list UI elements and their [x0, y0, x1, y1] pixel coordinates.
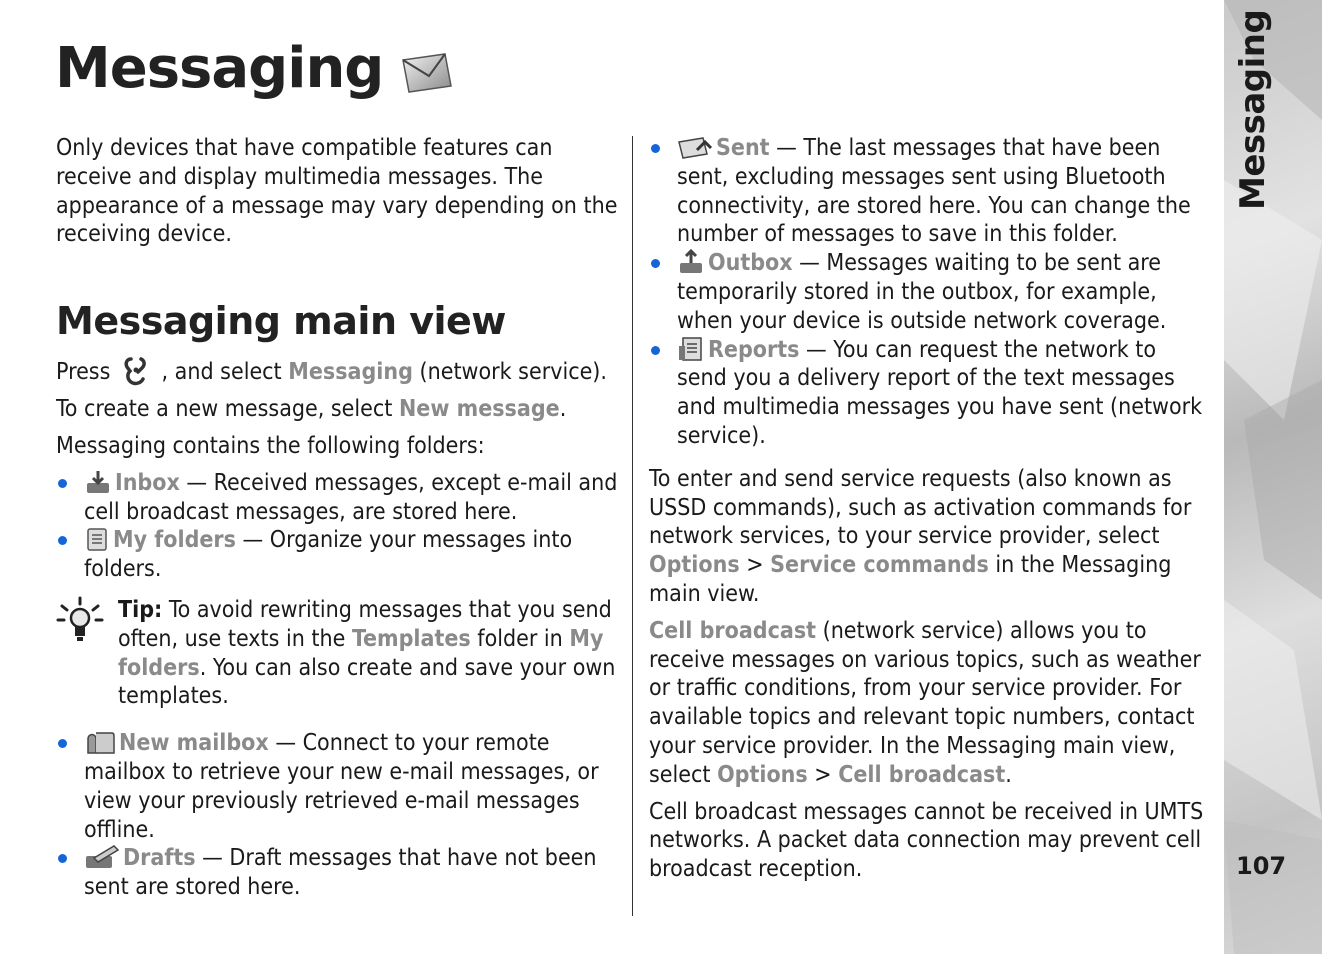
list-item: Reports — You can request the network to send you a delivery report of the text messages and multimedia messages you have sent (network service). — [649, 336, 1211, 451]
cell-broadcast-ui-term: Cell broadcast — [838, 761, 1006, 788]
options-ui-term: Options — [649, 552, 740, 579]
lightbulb-icon — [56, 596, 104, 644]
mailbox-icon — [84, 729, 116, 755]
my-folders-icon — [84, 526, 110, 552]
left-column — [56, 134, 622, 908]
tip-label: Tip: — [118, 596, 163, 623]
reports-icon — [677, 336, 705, 362]
menu-key-icon — [121, 355, 151, 387]
tip-block: Tip: To avoid rewriting messages that you send often, use texts in the Templates folder in My folders. You can also create and save your own templates. — [56, 596, 622, 711]
column-divider — [632, 136, 633, 916]
list-item: New mailbox — Connect to your remote mailbox to retrieve your new e-mail messages, or view your previously retrieved e-mail messages offline. — [56, 729, 622, 844]
options-ui-term: Options — [717, 761, 808, 788]
folder-list — [56, 729, 622, 902]
ussd-paragraph: To enter and send service requests (also known as USSD commands), such as activation commands for network services, to your service provider, select Options > Service commands in the Messaging main view. — [649, 465, 1192, 607]
intro-paragraph: Only devices that have compatible features can receive and display multimedia messages. The appearance of a message may vary depending on the receiving device. — [56, 135, 618, 248]
section-heading: Messaging main view — [56, 299, 506, 344]
list-item: Outbox — Messages waiting to be sent are temporarily stored in the outbox, for example, when your device is outside network coverage. — [649, 249, 1211, 335]
sent-icon — [677, 134, 713, 160]
cell-broadcast-ui-term: Cell broadcast — [649, 617, 817, 644]
folder-list — [649, 134, 1211, 451]
folders-intro: Messaging contains the following folders: — [56, 432, 485, 459]
list-item: My folders — Organize your messages into folders. — [56, 526, 622, 584]
press-paragraph: Press , and select Messaging (network service). — [56, 355, 622, 387]
envelope-icon — [401, 50, 453, 94]
my-folders-ui-term: My folders — [118, 625, 604, 681]
page-title — [55, 36, 453, 101]
inbox-icon — [84, 469, 112, 495]
outbox-icon — [677, 249, 705, 275]
templates-ui-term: Templates — [351, 625, 471, 652]
list-item: Drafts — Draft messages that have not been sent are stored here. — [56, 844, 622, 902]
list-item: Sent — The last messages that have been sent, excluding messages sent using Bluetooth connectivity, are stored here. You can change the number of messages to save in this folder. — [649, 134, 1211, 249]
service-commands-ui-term: Service commands — [770, 552, 989, 579]
cell-broadcast-paragraph: Cell broadcast (network service) allows you to receive messages on various topics, such as weather or traffic conditions, from your service provider. For available topics and relevant topic numbers, contact your service provider. In the Messaging main view, select Options > Cell broadcast. — [649, 617, 1201, 788]
list-item: Inbox — Received messages, except e-mail and cell broadcast messages, are stored here. — [56, 469, 622, 527]
drafts-icon — [84, 844, 120, 870]
page-number: 107 — [1236, 852, 1287, 880]
create-paragraph: To create a new message, select New message. — [56, 396, 567, 423]
right-column — [649, 134, 1211, 892]
folder-list — [56, 469, 622, 584]
new-message-ui-term: New message — [398, 396, 560, 423]
chapter-tab-label: Messaging — [1233, 9, 1273, 210]
umts-paragraph: Cell broadcast messages cannot be received in UMTS networks. A packet data connection may prevent cell broadcast reception. — [649, 798, 1204, 883]
messaging-ui-term: Messaging — [288, 359, 413, 386]
page-title-text: Messaging — [55, 36, 384, 101]
